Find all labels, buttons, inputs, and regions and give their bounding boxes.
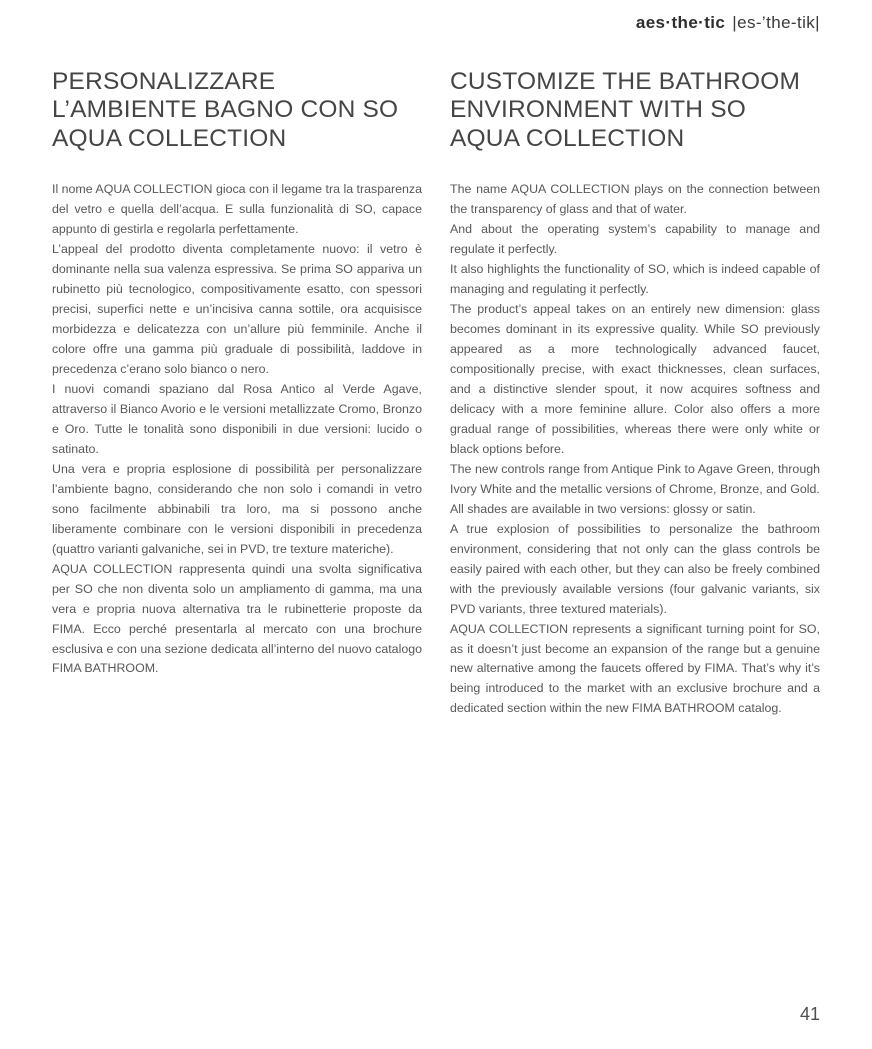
english-paragraph: The new controls range from Antique Pink to Agave Green, through Ivory White and the metallic versions of Chrome, Bronze, and Gold. [450, 461, 820, 496]
english-body [450, 180, 820, 719]
english-paragraph: The product’s appeal takes on an entirely new dimension: glass becomes dominant in its expressive quality. While SO previously appeared as a more technologically advanced faucet, compositionally precise, with exact thicknesses, clean surfaces, and a distinctive slender spout, it now acquires softness and delicacy with a more feminine allure. Color also offers a more gradual range of possibilities, whereas there were only white or black options before. [450, 302, 820, 456]
left-column-italian [52, 68, 422, 719]
english-paragraph: The name AQUA COLLECTION plays on the connection between the transparency of glass and that of water. [450, 182, 820, 217]
english-paragraph: And about the operating system’s capability to manage and regulate it perfectly. [450, 222, 820, 257]
content-columns [52, 68, 820, 719]
english-paragraph: A true explosion of possibilities to personalize the bathroom environment, considering that not only can the glass controls be easily paired with each other, but they can also be freely combined with the previously available versions (four galvanic variants, six PVD variants, three textured materials). [450, 521, 820, 616]
english-paragraph: It also highlights the functionality of SO, which is indeed capable of managing and regulating it perfectly. [450, 262, 820, 297]
header-word: aes·the·tic [635, 13, 726, 32]
italian-paragraph: Il nome AQUA COLLECTION gioca con il legame tra la trasparenza del vetro e quella dell’acqua. E sulla funzionalità di SO, capace appunto di gestirla e regolarla perfettamente. [52, 182, 422, 237]
english-paragraph: AQUA COLLECTION represents a significant turning point for SO, as it doesn’t just become an expansion of the range but a genuine new alternative among the faucets offered by FIMA. That’s why it’s being introduced to the market with an exclusive brochure and a dedicated section within the new FIMA BATHROOM catalog. [450, 621, 820, 716]
italian-body [52, 180, 422, 679]
page-number: 41 [799, 1004, 820, 1024]
italian-paragraph: I nuovi comandi spaziano dal Rosa Antico al Verde Agave, attraverso il Bianco Avorio e le versioni metallizzate Cromo, Bronzo e Oro. Tutte le tonalità sono disponibili in due versioni: lucido o satinato. [52, 381, 422, 456]
page-header [636, 13, 820, 33]
english-paragraph: All shades are available in two versions: glossy or satin. [450, 501, 756, 516]
english-heading: CUSTOMIZE THE BATHROOM ENVIRONMENT WITH SO AQUA COLLECTION [450, 68, 801, 152]
italian-paragraph: L’appeal del prodotto diventa completamente nuovo: il vetro è dominante nella sua valenza espressiva. Se prima SO appariva un rubinetto più tecnologico, compositivamente esatto, con spessori precisi, superfici nette e un’incisiva canna sottile, ora acquisisce morbidezza e delicatezza con un’allure più femminile. Anche il colore offre una gamma più graduale di possibilità, laddove in precedenza c’erano solo bianco o nero. [52, 242, 422, 376]
italian-heading: PERSONALIZZARE L’AMBIENTE BAGNO CON SO AQUA COLLECTION [52, 68, 399, 152]
header-phonetic: |es-’the-tik| [732, 13, 820, 32]
italian-paragraph: AQUA COLLECTION rappresenta quindi una svolta significativa per SO che non diventa solo un ampliamento di gamma, ma una vera e propria nuova alternativa tra le rubinetterie proposte da FIMA. Ecco perché presentarla al mercato con una brochure esclusiva e con una sezione dedicata all’interno del nuovo catalogo FIMA BATHROOM. [52, 561, 422, 676]
right-column-english [450, 68, 820, 719]
italian-paragraph: Una vera e propria esplosione di possibilità per personalizzare l’ambiente bagno, considerando che non solo i comandi in vetro sono facilmente abbinabili tra loro, ma si possono anche liberamente combinare con le versioni disponibili in precedenza (quattro varianti galvaniche, sei in PVD, tre texture materiche). [52, 461, 422, 556]
